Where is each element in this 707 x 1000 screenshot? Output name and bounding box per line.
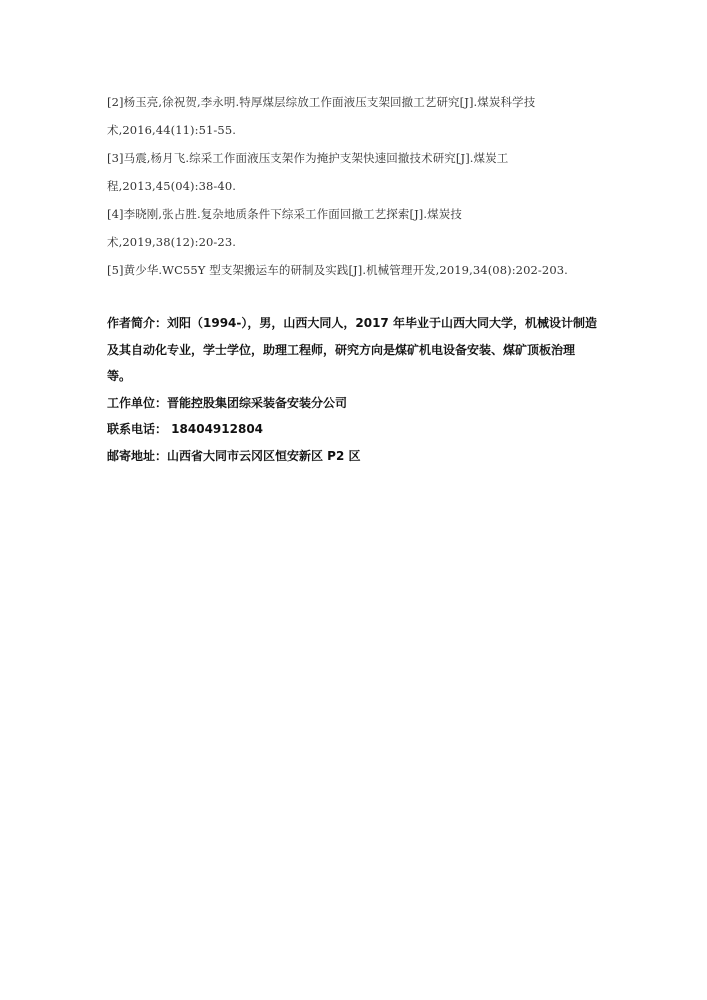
reference-4-line-1: [4]李晓刚,张占胜.复杂地质条件下综采工作面回撤工艺探索[J].煤炭技 xyxy=(107,207,462,221)
author-bio-line-1: 作者简介：刘阳（1994-），男，山西大同人，2017 年毕业于山西大同大学，机械设计制造 xyxy=(107,316,597,330)
work-unit: 工作单位：晋能控股集团综采装备安装分公司 xyxy=(107,395,348,410)
author-bio-line-2: 及其自动化专业，学士学位，助理工程师，研究方向是煤矿机电设备安装、煤矿顶板治理 xyxy=(107,342,576,357)
reference-2-line-2: 术,2016,44(11):51-55. xyxy=(107,123,236,137)
reference-3-line-1: [3]马震,杨月飞.综采工作面液压支架作为掩护支架快速回撤技术研究[J].煤炭工 xyxy=(107,151,509,165)
mailing-address: 邮寄地址：山西省大同市云冈区恒安新区 P2 区 xyxy=(107,448,361,463)
reference-list xyxy=(107,88,607,284)
reference-4-line-2: 术,2019,38(12):20-23. xyxy=(107,235,236,249)
reference-2-line-1: [2]杨玉亮,徐祝贺,李永明.特厚煤层综放工作面液压支架回撤工艺研究[J].煤炭科学技 xyxy=(107,95,536,109)
reference-3-line-2: 程,2013,45(04):38-40. xyxy=(107,179,236,193)
author-bio-line-3: 等。 xyxy=(107,369,132,383)
reference-5-line-1: [5]黄少华.WC55Y 型支架搬运车的研制及实践[J].机械管理开发,2019,34(08):202-203. xyxy=(107,263,568,277)
author-info xyxy=(107,310,607,469)
contact-phone: 联系电话： 18404912804 xyxy=(107,422,264,436)
